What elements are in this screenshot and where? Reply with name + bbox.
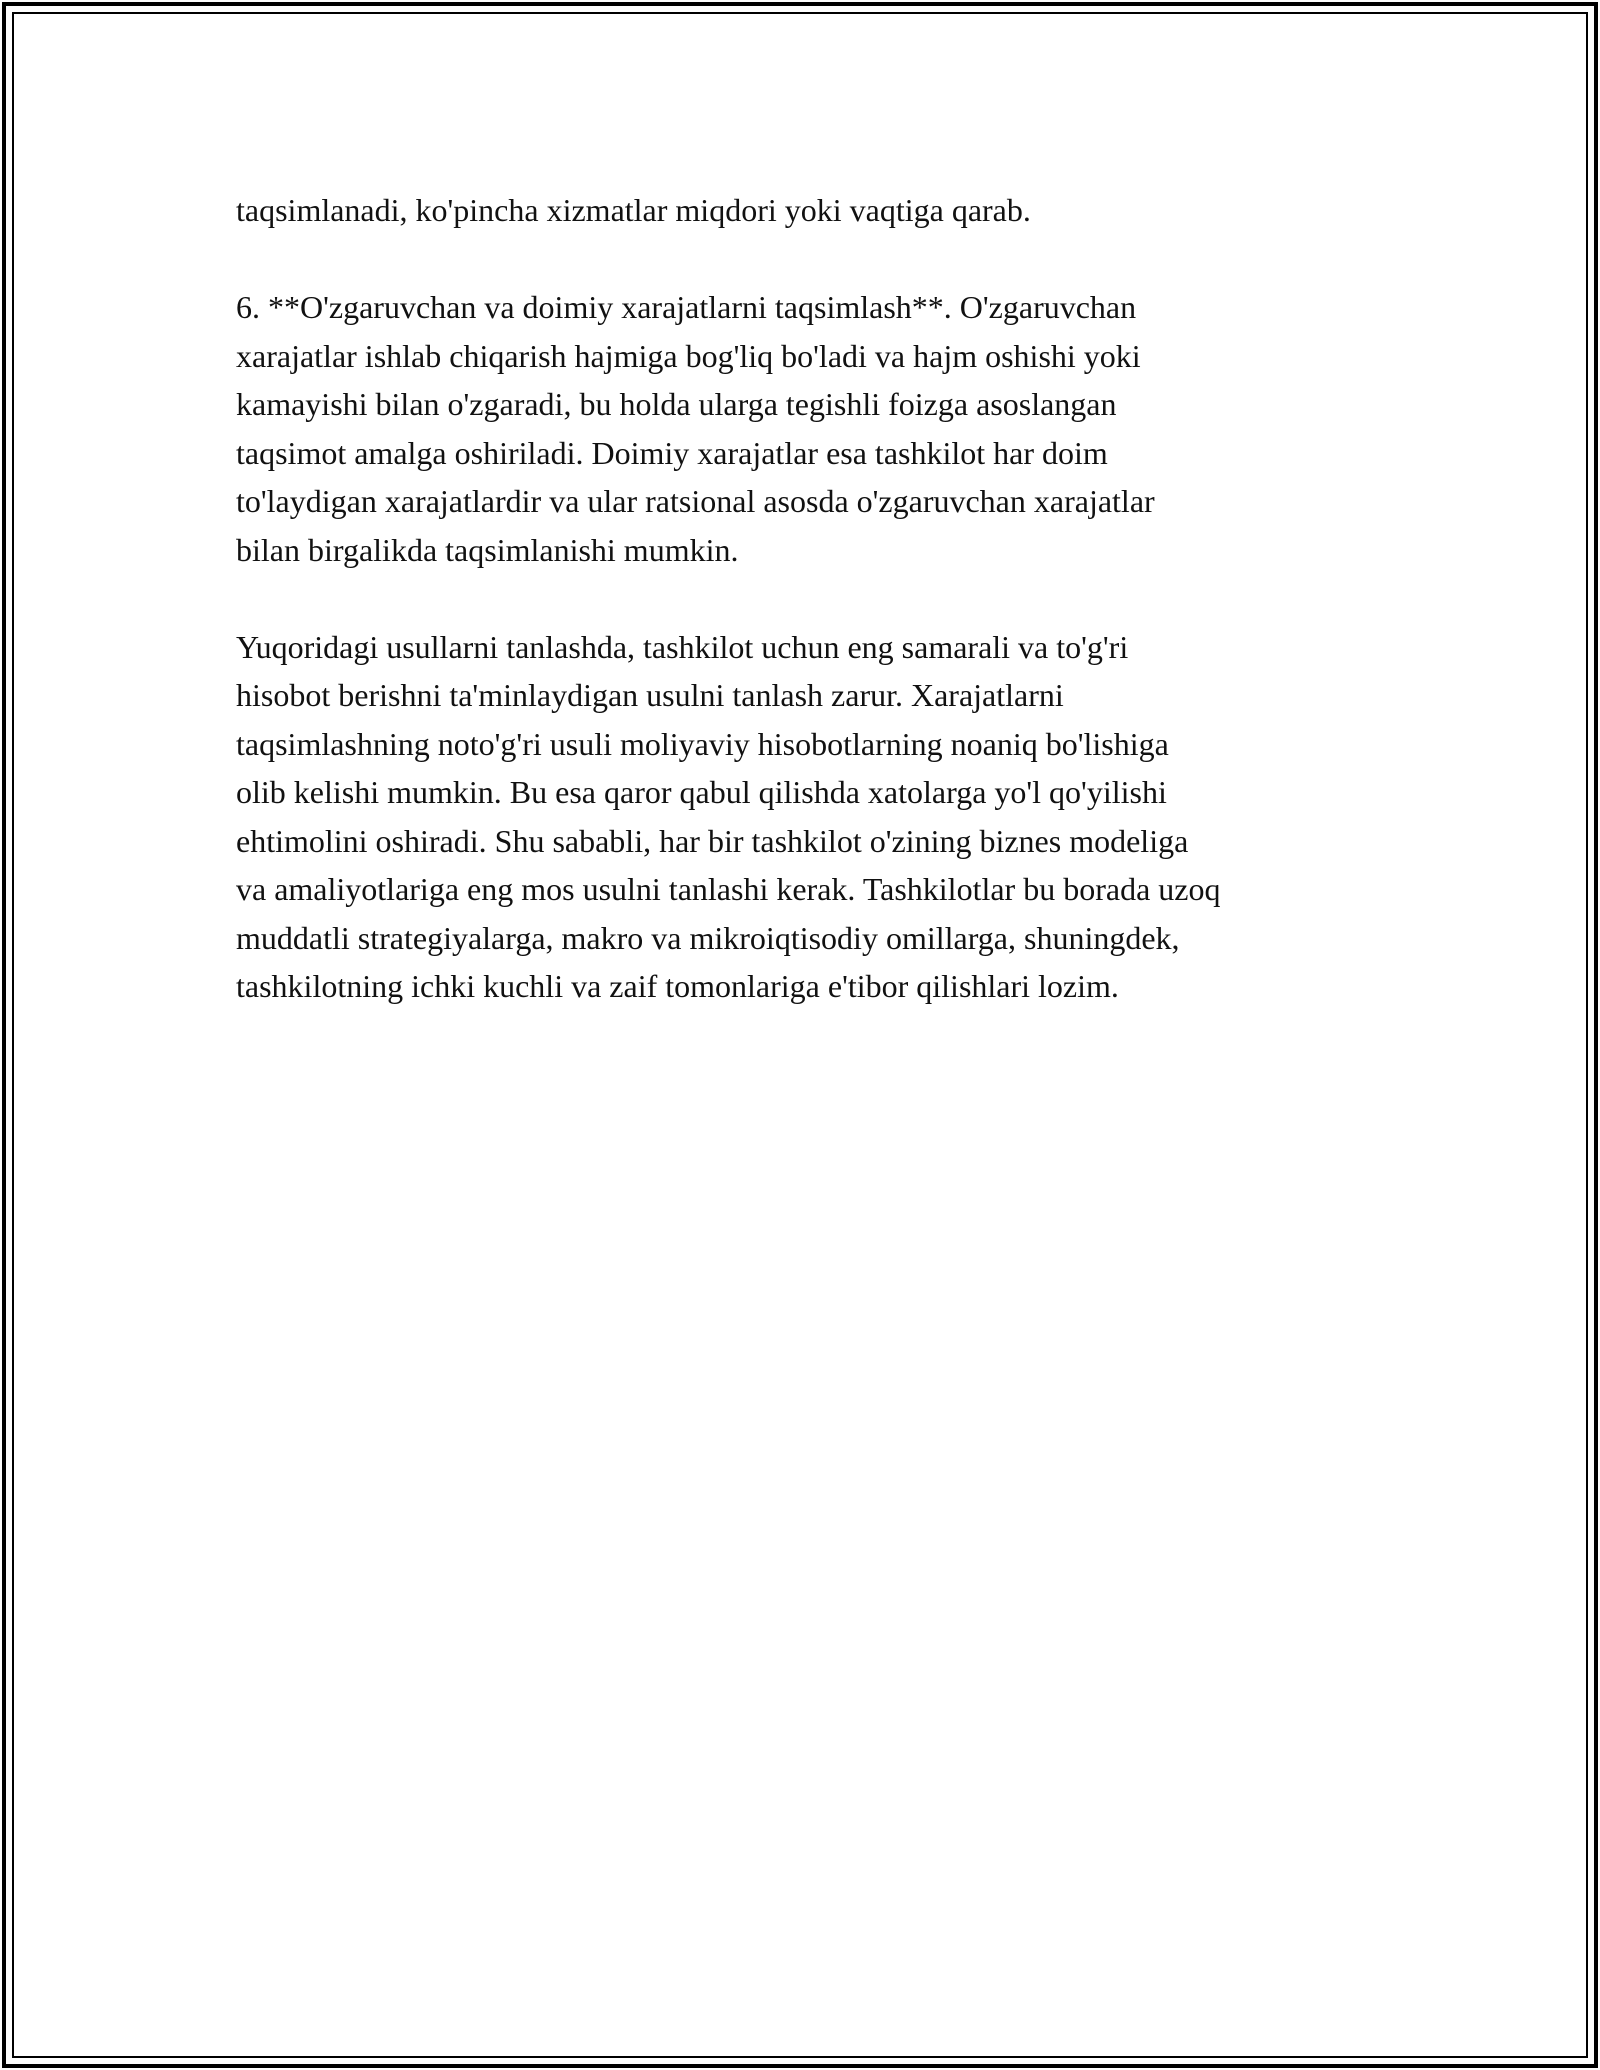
text-line: to'laydigan xarajatlardir va ular ratsional asosda o'zgaruvchan xarajatlar [236,483,1155,519]
text-line: bilan birgalikda taqsimlanishi mumkin. [236,531,739,568]
text-line: taqsimlanadi, ko'pincha xizmatlar miqdori yoki vaqtiga qarab. [236,192,1031,228]
paragraph-conclusion [236,623,1386,1011]
text-line: Yuqoridagi usullarni tanlashda, tashkilot uchun eng samarali va to'g'ri [236,628,1129,665]
paragraph-continuation [236,186,1386,235]
document-body [236,186,1386,1059]
text-line: taqsimlashning noto'g'ri usuli moliyaviy hisobotlarning noaniq bo'lishiga [236,725,1169,762]
text-line: olib kelishi mumkin. Bu esa qaror qabul qilishda xatolarga yo'l qo'yilishi [236,774,1167,810]
text-line: taqsimot amalga oshiriladi. Doimiy xarajatlar esa tashkilot har doim [236,434,1108,471]
text-line: hisobot berishni ta'minlaydigan usulni tanlash zarur. Xarajatlarni [236,677,1064,713]
text-line: kamayishi bilan o'zgaradi, bu holda ularga tegishli foizga asoslangan [236,386,1117,422]
text-line: 6. **O'zgaruvchan va doimiy xarajatlarni taqsimlash**. O'zgaruvchan [236,289,1137,325]
paragraph-item-6 [236,283,1386,574]
text-line: tashkilotning ichki kuchli va zaif tomonlariga e'tibor qilishlari lozim. [236,968,1119,1004]
text-line: va amaliyotlariga eng mos usulni tanlashi kerak. Tashkilotlar bu borada uzoq [236,871,1221,907]
text-line: xarajatlar ishlab chiqarish hajmiga bog'liq bo'ladi va hajm oshishi yoki [236,337,1141,374]
text-line: muddatli strategiyalarga, makro va mikroiqtisodiy omillarga, shuningdek, [236,919,1180,956]
text-line: ehtimolini oshiradi. Shu sababli, har bir tashkilot o'zining biznes modeliga [236,822,1189,859]
